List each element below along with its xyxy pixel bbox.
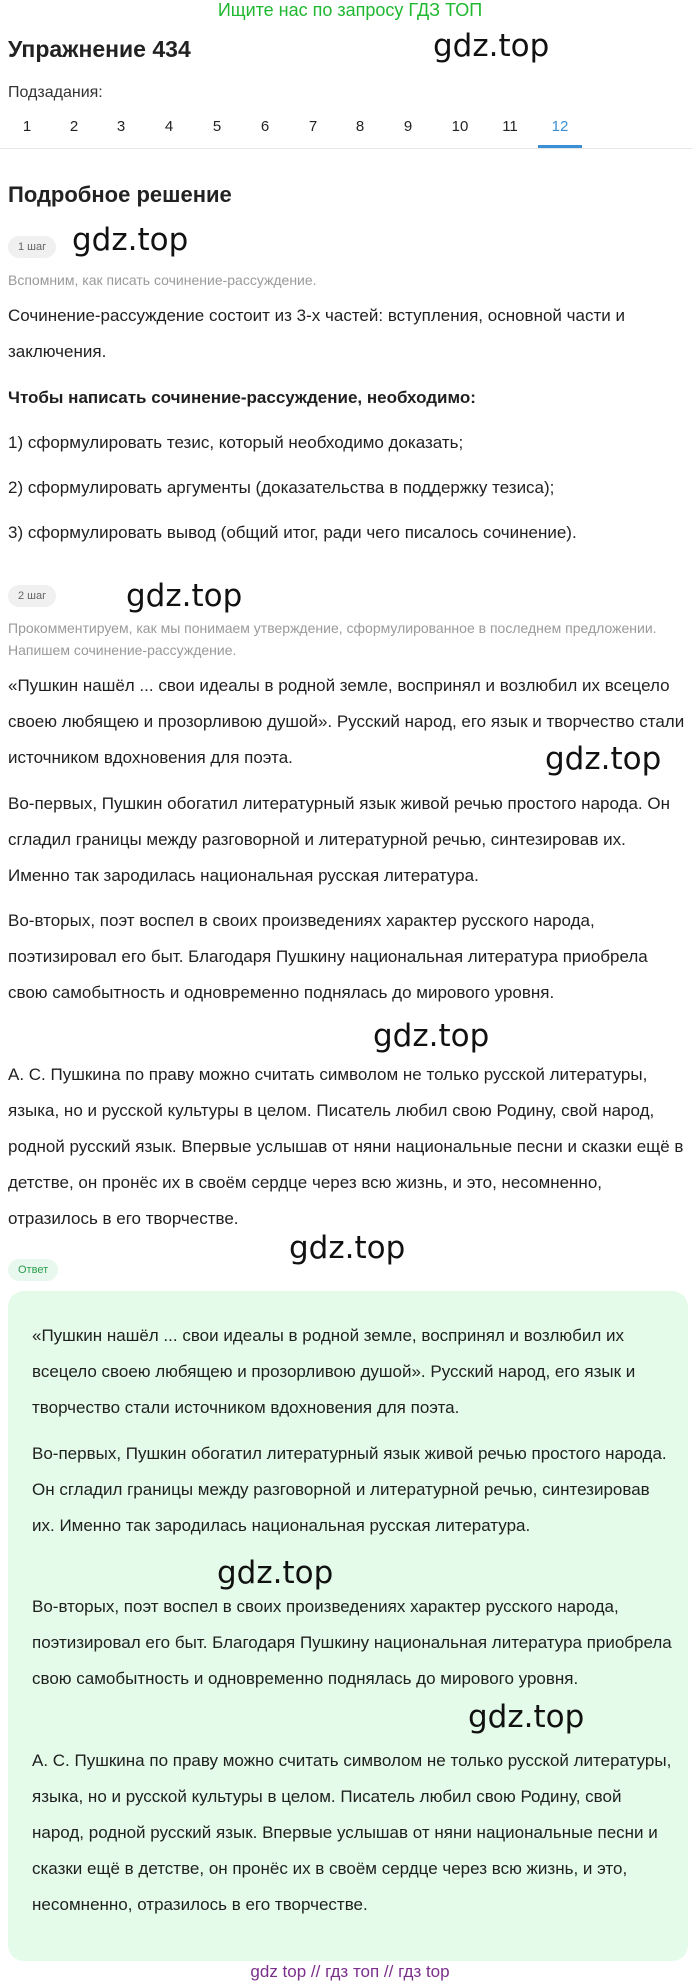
watermark: gdz.top: [289, 1230, 406, 1266]
tab-1[interactable]: 1: [22, 118, 32, 135]
watermark: gdz.top: [373, 1018, 490, 1054]
step-2-paragraph-3: Во-вторых, поэт воспел в своих произведениях характер русского народа, поэтизировал его быт. Благодаря Пушкину национальная литература приобрела свою самобытность и одновременно поднялась до мирового уровня.: [8, 911, 648, 1002]
step-1-item-1: 1) сформулировать тезис, который необходимо доказать;: [8, 433, 464, 452]
tab-11[interactable]: 11: [502, 118, 518, 135]
page-title: Упражнение 434: [8, 36, 191, 62]
tab-9[interactable]: 9: [403, 118, 413, 135]
answer-paragraph-4: А. С. Пушкина по праву можно считать символом не только русской литературы, языка, но и русской культуры в целом. Писатель любил свою Родину, свой народ, родной русский язык. Впервые услышав от няни национальные песни и сказки ещё в детстве, он пронёс их в своём сердце через всю жизнь, и это, несомненно, отразилось в его творчестве.: [32, 1751, 672, 1914]
answer-badge: Ответ: [8, 1259, 58, 1281]
step-1-item-2: 2) сформулировать аргументы (доказательства в поддержку тезиса);: [8, 478, 555, 497]
step-1-text-bold: Чтобы написать сочинение-рассуждение, необходимо:: [8, 388, 476, 407]
step-2-paragraph-2: Во-первых, Пушкин обогатил литературный язык живой речью простого народа. Он сгладил границы между разговорной и литературной речью, синтезировав их. Именно так зародилась национальная русская литература.: [8, 794, 670, 885]
step-1-badge: 1 шаг: [8, 236, 56, 258]
step-2-paragraph-1: «Пушкин нашёл ... свои идеалы в родной земле, воспринял и возлюбил их всецело своею любящею и прозорливою душой». Русский народ, его язык и творчество стали источником вдохновения для поэта.: [8, 676, 685, 767]
watermark: gdz.top: [126, 578, 243, 614]
step-1-hint: Вспомним, как писать сочинение-рассуждение.: [8, 272, 317, 288]
step-2-hint: Прокомментируем, как мы понимаем утверждение, сформулированное в последнем предложении. Напишем сочинение-рассуждение.: [8, 620, 657, 658]
step-1-text: Сочинение-рассуждение состоит из 3-х частей: вступления, основной части и заключения.: [8, 306, 625, 361]
subtask-tabs: [0, 112, 692, 149]
watermark: gdz.top: [433, 28, 550, 64]
answer-paragraph-1: «Пушкин нашёл ... свои идеалы в родной земле, воспринял и возлюбил их всецело своею любящею и прозорливою душой». Русский народ, его язык и творчество стали источником вдохновения для поэта.: [32, 1326, 636, 1417]
watermark: gdz.top: [545, 741, 662, 777]
tab-10[interactable]: 10: [451, 118, 469, 135]
section-title: Подробное решение: [8, 182, 232, 207]
tab-4[interactable]: 4: [164, 118, 174, 135]
watermark: gdz.top: [72, 222, 189, 258]
tab-3[interactable]: 3: [116, 118, 126, 135]
search-banner: Ищите нас по запросу ГДЗ ТОП: [217, 0, 483, 20]
subtasks-label: Подзадания:: [8, 84, 103, 101]
tab-12[interactable]: 12: [538, 112, 582, 148]
answer-paragraph-2: Во-первых, Пушкин обогатил литературный язык живой речью простого народа. Он сгладил границы между разговорной и литературной речью, синтезировав их. Именно так зародилась национальная русская литература.: [32, 1444, 667, 1535]
watermark: gdz.top: [468, 1699, 585, 1735]
footer-watermark: gdz top // гдз топ // гдз top: [250, 1962, 450, 1981]
tab-6[interactable]: 6: [260, 118, 270, 135]
tab-7[interactable]: 7: [308, 118, 318, 135]
step-2-badge: 2 шаг: [8, 585, 56, 607]
tab-5[interactable]: 5: [212, 118, 222, 135]
tab-8[interactable]: 8: [355, 118, 365, 135]
answer-paragraph-3: Во-вторых, поэт воспел в своих произведениях характер русского народа, поэтизировал его быт. Благодаря Пушкину национальная литература приобрела свою самобытность и одновременно поднялась до мирового уровня.: [32, 1597, 672, 1688]
step-2-paragraph-4: А. С. Пушкина по праву можно считать символом не только русской литературы, языка, но и русской культуры в целом. Писатель любил свою Родину, свой народ, родной русский язык. Впервые услышав от няни национальные песни и сказки ещё в детстве, он пронёс их в своём сердце через всю жизнь, и это, несомненно, отразилось в его творчестве.: [8, 1065, 684, 1228]
step-1-item-3: 3) сформулировать вывод (общий итог, ради чего писалось сочинение).: [8, 523, 577, 542]
tab-2[interactable]: 2: [69, 118, 79, 135]
watermark: gdz.top: [217, 1555, 334, 1591]
